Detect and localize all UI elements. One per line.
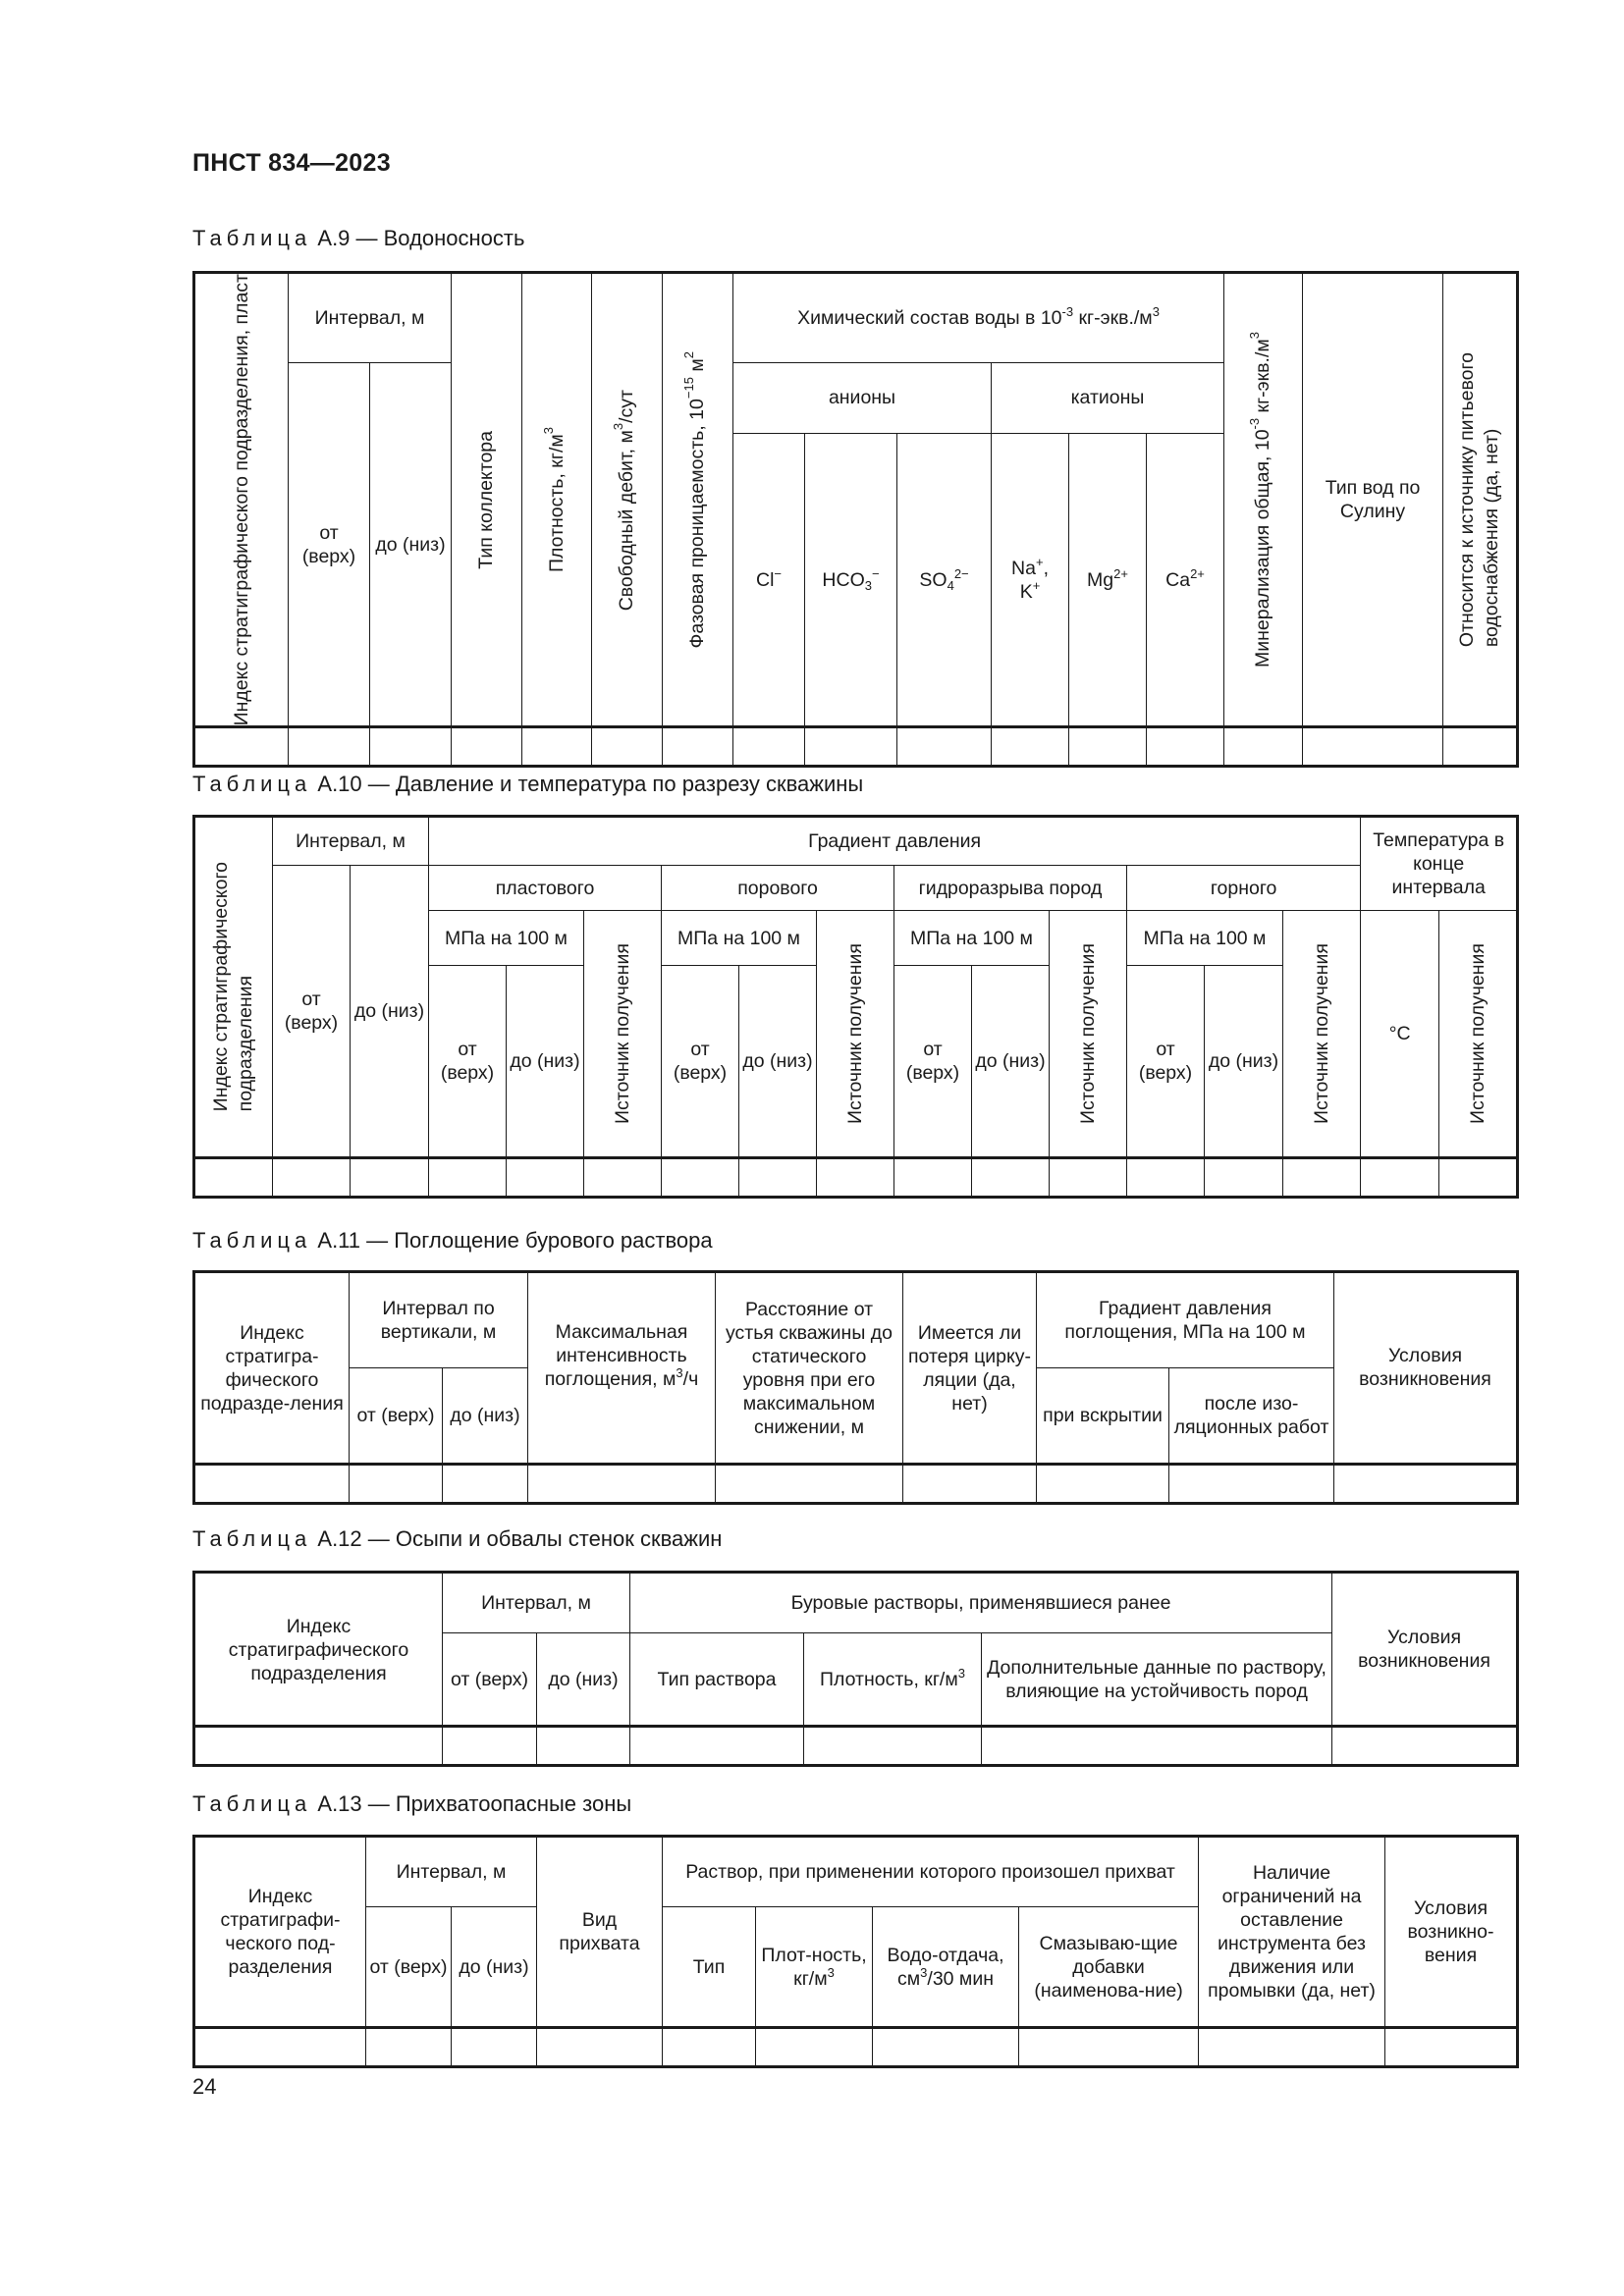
h9-anions: анионы <box>733 363 992 434</box>
h9-mineralization: Минерализация общая, $10^{-3}$ $кг-экв./м^3$ <box>1224 273 1303 727</box>
h11-to: до (низ) <box>443 1368 528 1465</box>
h10-gidro-to: до (низ) <box>972 966 1050 1158</box>
h11-from: от (верх) <box>350 1368 443 1465</box>
page-number: 24 <box>192 2074 217 2099</box>
h10-from: от (верх) <box>273 866 351 1158</box>
table-a11-mud-loss <box>192 1270 1519 1505</box>
h12-interval: Интервал, м <box>443 1573 630 1633</box>
h9-debit: Свободный дебит, $м^3$/сут <box>592 273 663 727</box>
table-a13-stuck-pipe-zones <box>192 1835 1519 2068</box>
h13-kind: Вид прихвата <box>537 1837 663 2028</box>
h9-ion-so4: $SO_4^{2-}$ <box>897 433 992 727</box>
h10-plast: пластового <box>429 866 662 911</box>
table-a10-pressure-temperature <box>192 815 1519 1199</box>
h9-permeability: Фазовая проницаемость, $10^{-15}$ $м^2$ <box>663 273 733 727</box>
h11-distance: Расстояние от устья скважины до статического уровня при его максимальном снижении, м <box>716 1272 903 1465</box>
h9-ion-cl: Cl− <box>733 433 805 727</box>
h9-from: от (верх) <box>289 363 370 727</box>
h10-gidro-mpa: МПа на 100 м <box>894 911 1050 966</box>
h10-gidro-source: Источник получения <box>1050 911 1127 1158</box>
h10-gorn: горного <box>1127 866 1361 911</box>
h10-gorn-to: до (низ) <box>1205 966 1283 1158</box>
h10-poro-from: от (верх) <box>662 966 739 1158</box>
table-a12-caving <box>192 1571 1519 1767</box>
caption-table-a13: Таблица А.13 — Прихватоопасные зоны <box>192 1791 632 1816</box>
h11-after-isolation: после изо-ляционных работ <box>1169 1368 1334 1465</box>
h9-ion-mg: $Mg^{2+}$ <box>1069 433 1147 727</box>
h9-collector: Тип коллектора <box>452 273 522 727</box>
h13-index: Индекс стратиграфи-ческого под-разделения <box>194 1837 366 2028</box>
caption-table-a9: Таблица А.9 — Водоносность <box>192 226 525 250</box>
h10-poro-to: до (низ) <box>739 966 817 1158</box>
table-row <box>194 1727 1518 1766</box>
h10-gidro-from: от (верх) <box>894 966 972 1158</box>
h12-density: Плотность, $кг/м^3$ <box>804 1633 982 1727</box>
caption-table-a12: Таблица А.12 — Осыпи и обвалы стенок скважин <box>192 1526 723 1551</box>
h10-plast-mpa: МПа на 100 м <box>429 911 584 966</box>
h10-gorn-mpa: МПа на 100 м <box>1127 911 1283 966</box>
h10-plast-from: от (верх) <box>429 966 507 1158</box>
h13-water-loss: Водо-отдача, $см^3/30$ мин <box>873 1907 1019 2028</box>
h10-plast-source: Источник получения <box>584 911 662 1158</box>
h9-ion-na-k: Na+, K+ <box>992 433 1069 727</box>
table-row <box>194 727 1518 767</box>
h9-to: до (низ) <box>370 363 452 727</box>
h10-gradient: Градиент давления <box>429 817 1361 866</box>
h12-fluid-type: Тип раствора <box>630 1633 804 1727</box>
h12-conditions: Условия возникновения <box>1332 1573 1518 1727</box>
h10-gorn-source: Источник получения <box>1283 911 1361 1158</box>
h9-interval: Интервал, м <box>289 273 452 363</box>
h13-conditions: Условия возникно-вения <box>1385 1837 1518 2028</box>
h13-to: до (низ) <box>452 1907 537 2028</box>
h13-type: Тип <box>663 1907 756 2028</box>
h12-extra: Дополнительные данные по раствору, влияющие на устойчивость пород <box>982 1633 1332 1727</box>
caption-table-a10: Таблица А.10 — Давление и температура по разрезу скважины <box>192 772 864 796</box>
h10-to: до (низ) <box>351 866 429 1158</box>
h10-temperature: Температура в конце интервала <box>1361 817 1518 911</box>
table-a9-water-bearing <box>192 271 1519 768</box>
h11-interval: Интервал по вертикали, м <box>350 1272 528 1368</box>
h11-on-opening: при вскрытии <box>1037 1368 1169 1465</box>
table-row <box>194 1158 1518 1198</box>
h10-plast-to: до (низ) <box>507 966 584 1158</box>
h10-poro-source: Источник получения <box>817 911 894 1158</box>
h13-lubricants: Смазываю-щие добавки (наименова-ние) <box>1019 1907 1199 2028</box>
h9-ion-ca: $Ca^{2+}$ <box>1147 433 1224 727</box>
table-row <box>194 2028 1518 2067</box>
h10-interval: Интервал, м <box>273 817 429 866</box>
h9-density: Плотность, $кг/м^3$ <box>522 273 592 727</box>
h10-gorn-from: от (верх) <box>1127 966 1205 1158</box>
h13-limits: Наличие ограничений на оставление инструмента без движения или промывки (да, нет) <box>1199 1837 1385 2028</box>
h12-to: до (низ) <box>537 1633 630 1727</box>
h12-index: Индекс стратиграфического подразделения <box>194 1573 443 1727</box>
h11-conditions: Условия возникновения <box>1334 1272 1518 1465</box>
table-row <box>194 1465 1518 1504</box>
h9-ion-hco3: $HCO_3^-$ <box>805 433 897 727</box>
h9-cations: катионы <box>992 363 1224 434</box>
h11-gradient: Градиент давления поглощения, МПа на 100 м <box>1037 1272 1334 1368</box>
h9-sulin: Тип вод по Сулину <box>1303 273 1443 727</box>
h9-chem: Химический состав воды в $10^{-3}$ $кг-экв./м^3$ <box>733 273 1224 363</box>
h11-index: Индекс стратигра-фического подразде-ления <box>194 1272 350 1465</box>
caption-table-a11: Таблица А.11 — Поглощение бурового раствора <box>192 1228 713 1253</box>
h9-index: Индекс стратиграфического подразделения, пласт <box>194 273 289 727</box>
h12-fluids: Буровые растворы, применявшиеся ранее <box>630 1573 1332 1633</box>
h10-temp-source: Источник получения <box>1439 911 1518 1158</box>
h11-circulation-loss: Имеется ли потеря цирку-ляции (да, нет) <box>903 1272 1037 1465</box>
h10-celsius: °C <box>1361 911 1439 1158</box>
h13-interval: Интервал, м <box>366 1837 537 1907</box>
h11-max-intensity: Максимальная интенсивность поглощения, $м^3/ч$ <box>528 1272 716 1465</box>
h12-from: от (верх) <box>443 1633 537 1727</box>
h10-poro: порового <box>662 866 894 911</box>
h13-from: от (верх) <box>366 1907 452 2028</box>
h13-density: Плот-ность, $кг/м^3$ <box>756 1907 873 2028</box>
h9-drinking: Относится к источнику питьевого водоснабжения (да, нет) <box>1443 273 1518 727</box>
document-code: ПНСТ 834—2023 <box>192 149 391 177</box>
h10-index: Индекс стратиграфического подразделения <box>194 817 273 1158</box>
h13-fluid: Раствор, при применении которого произошел прихват <box>663 1837 1199 1907</box>
h10-gidro: гидроразрыва пород <box>894 866 1127 911</box>
h10-poro-mpa: МПа на 100 м <box>662 911 817 966</box>
